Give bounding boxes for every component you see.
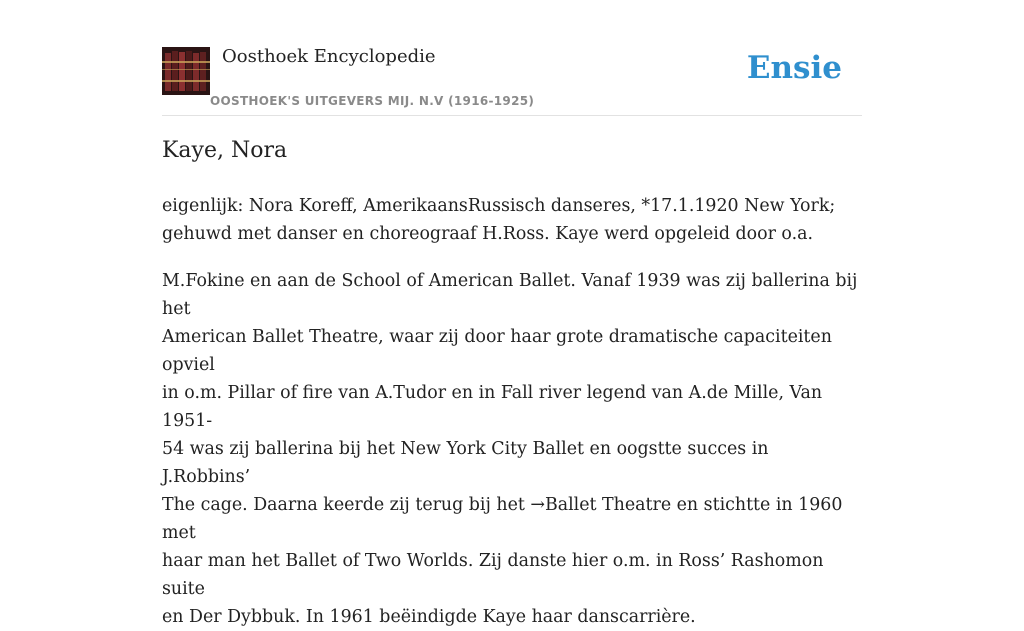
text-line: American Ballet Theatre, waar zij door haar grote dramatische capaciteiten opviel: [162, 327, 832, 375]
encyclopedia-books-icon[interactable]: [162, 47, 210, 95]
text-line-with-ballet-theatre-link[interactable]: The cage. Daarna keerde zij terug bij het →Ballet Theatre en stichtte in 1960 met: [162, 495, 843, 543]
entry-title: Kaye, Nora: [162, 138, 288, 163]
text-line: in o.m. Pillar of fire van A.Tudor en in Fall river legend van A.de Mille, Van 1951-: [162, 383, 823, 431]
ensie-logo[interactable]: Ensie: [746, 50, 842, 86]
text-line: haar man het Ballet of Two Worlds. Zij danste hier o.m. in Ross’ Rashomon suite: [162, 551, 824, 599]
entry-paragraph-1: [162, 192, 862, 248]
text-line: en Der Dybbuk. In 1961 beëindigde Kaye haar danscarrière.: [162, 607, 696, 627]
text-line: 54 was zij ballerina bij het New York City Ballet en oogstte succes in J.Robbins’: [162, 439, 769, 487]
source-header: [162, 44, 862, 116]
text-line: eigenlijk: Nora Koreff, AmerikaansRussisch danseres, *17.1.1920 New York;: [162, 196, 836, 216]
text-line: M.Fokine en aan de School of American Ballet. Vanaf 1939 was zij ballerina bij het: [162, 271, 858, 319]
source-title[interactable]: Oosthoek Encyclopedie: [222, 46, 436, 67]
source-subtitle: OOSTHOEK'S UITGEVERS MIJ. N.V (1916-1925): [210, 94, 535, 108]
text-line: gehuwd met danser en choreograaf H.Ross. Kaye werd opgeleid door o.a.: [162, 224, 814, 244]
entry-paragraph-2: [162, 267, 862, 631]
